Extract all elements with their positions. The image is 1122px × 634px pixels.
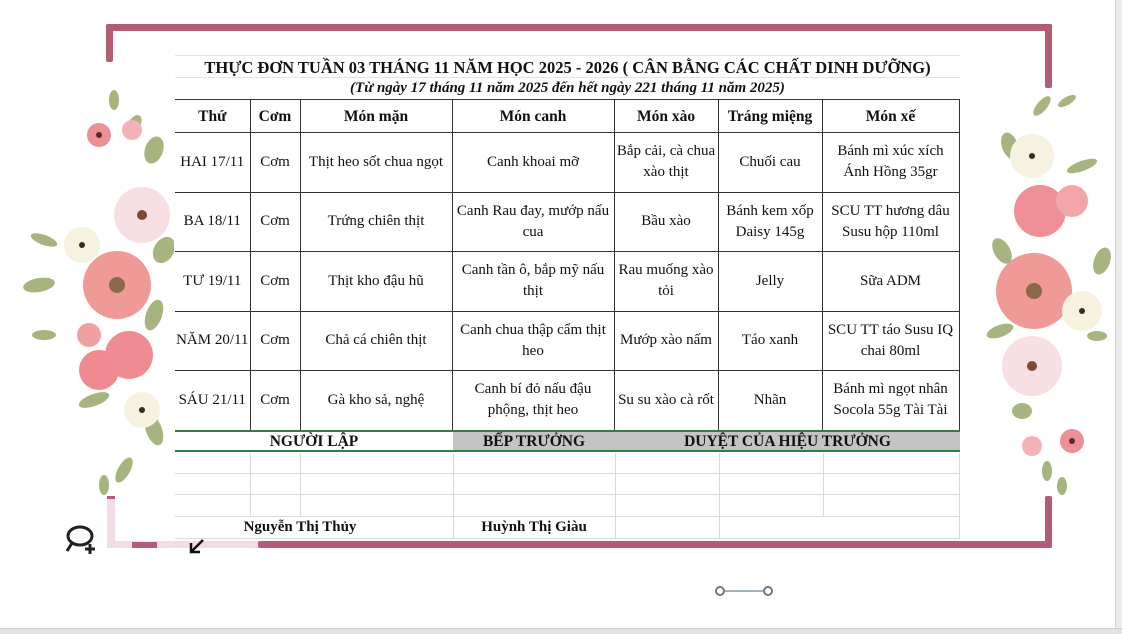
signature-header-row — [175, 430, 960, 452]
column-header-afternoon-snack[interactable]: Món xế — [822, 100, 959, 133]
head-chef-name[interactable]: Huỳnh Thị Giàu — [481, 519, 587, 535]
cell-stir-fry[interactable]: Bầu xào — [614, 192, 718, 252]
cell-main-dish[interactable]: Trứng chiên thịt — [300, 192, 452, 252]
resize-arrow-icon[interactable] — [188, 538, 206, 554]
cell-rice[interactable]: Cơm — [250, 252, 300, 312]
floral-decoration-left — [14, 80, 174, 500]
column-header-dessert[interactable]: Tráng miệng — [718, 100, 822, 133]
table-row — [175, 192, 959, 252]
weekly-menu-table — [175, 99, 960, 431]
bottom-status-edge — [0, 628, 1122, 634]
menu-date-range: (Từ ngày 17 tháng 11 năm 2025 đến hết ngày 221 tháng 11 năm 2025) — [350, 80, 785, 96]
flower-icon — [64, 120, 170, 428]
column-header-soup[interactable]: Món canh — [452, 100, 614, 133]
cell-stir-fry[interactable]: Su su xào cà rốt — [614, 371, 718, 431]
vertical-scrollbar[interactable] — [1115, 0, 1122, 634]
table-row — [175, 133, 959, 193]
gridline — [823, 453, 824, 516]
flower-icon — [996, 134, 1102, 456]
rotate-handle-icon[interactable] — [713, 583, 777, 599]
cell-rice[interactable]: Cơm — [250, 192, 300, 252]
frame-dash-segment — [132, 542, 157, 548]
cell-main-dish[interactable]: Thịt heo sốt chua ngọt — [300, 133, 452, 193]
column-header-main-dish[interactable]: Món mặn — [300, 100, 452, 133]
frame-right-border — [1045, 24, 1052, 88]
frame-bottom-border — [258, 541, 1052, 548]
cell-day[interactable]: NĂM 20/11 — [175, 311, 250, 371]
column-header-rice[interactable]: Cơm — [250, 100, 300, 133]
cell-afternoon-snack[interactable]: Bánh mì ngọt nhân Socola 55g Tài Tài — [822, 371, 959, 431]
table-row — [175, 371, 959, 431]
cell-soup[interactable]: Canh Rau đay, mướp nấu cua — [452, 192, 614, 252]
cell-main-dish[interactable]: Chả cá chiên thịt — [300, 311, 452, 371]
column-header-stir-fry[interactable]: Món xào — [614, 100, 718, 133]
signature-header-preparer[interactable]: NGƯỜI LẬP — [269, 433, 359, 450]
cell-soup[interactable]: Canh tần ô, bắp mỹ nấu thịt — [452, 252, 614, 312]
signature-header-head-chef[interactable]: BẾP TRƯỞNG — [453, 432, 615, 450]
menu-title: THỰC ĐƠN TUẦN 03 THÁNG 11 NĂM HỌC 2025 - 2026 ( CÂN BẰNG CÁC CHẤT DINH DƯỠNG) — [175, 55, 960, 78]
table-header-row — [175, 100, 959, 133]
cell-dessert[interactable]: Jelly — [718, 252, 822, 312]
cell-stir-fry[interactable]: Mướp xào nấm — [614, 311, 718, 371]
cell-soup[interactable]: Canh chua thập cẩm thịt heo — [452, 311, 614, 371]
preparer-name[interactable]: Nguyễn Thị Thủy — [243, 519, 357, 535]
frame-selected-horizontal[interactable] — [107, 541, 267, 548]
cell-stir-fry[interactable]: Bắp cải, cà chua xào thịt — [614, 133, 718, 193]
column-header-day[interactable]: Thứ — [175, 100, 250, 133]
cell-day[interactable]: HAI 17/11 — [175, 133, 250, 193]
cell-rice[interactable]: Cơm — [250, 371, 300, 431]
frame-top-border — [106, 24, 1052, 31]
gridline — [250, 453, 251, 516]
cell-rice[interactable]: Cơm — [250, 311, 300, 371]
frame-left-border — [106, 24, 113, 62]
table-row — [175, 311, 959, 371]
cell-afternoon-snack[interactable]: SCU TT hương dâu Susu hộp 110ml — [822, 192, 959, 252]
cell-dessert[interactable]: Bánh kem xốp Daisy 145g — [718, 192, 822, 252]
cell-day[interactable]: BA 18/11 — [175, 192, 250, 252]
cell-stir-fry[interactable]: Rau muống xào tỏi — [614, 252, 718, 312]
cell-rice[interactable]: Cơm — [250, 133, 300, 193]
cell-afternoon-snack[interactable]: Sữa ADM — [822, 252, 959, 312]
floral-decoration-right — [972, 86, 1112, 501]
signature-header-principal[interactable]: DUYỆT CỦA HIỆU TRƯỞNG — [615, 432, 960, 450]
cell-dessert[interactable]: Chuối cau — [718, 133, 822, 193]
gridline — [300, 453, 301, 516]
signature-names-row — [175, 516, 960, 538]
cell-afternoon-snack[interactable]: SCU TT táo Susu IQ chai 80ml — [822, 311, 959, 371]
cell-afternoon-snack[interactable]: Bánh mì xúc xích Ánh Hồng 35gr — [822, 133, 959, 193]
cell-day[interactable]: TƯ 19/11 — [175, 252, 250, 312]
cell-main-dish[interactable]: Gà kho sả, nghệ — [300, 371, 452, 431]
table-row — [175, 252, 959, 312]
cell-main-dish[interactable]: Thịt kho đậu hũ — [300, 252, 452, 312]
gridline — [175, 494, 960, 495]
cell-soup[interactable]: Canh bí đỏ nấu đậu phộng, thịt heo — [452, 371, 614, 431]
lasso-select-icon[interactable] — [64, 524, 100, 556]
cell-dessert[interactable]: Táo xanh — [718, 311, 822, 371]
gridline — [175, 538, 960, 539]
cell-day[interactable]: SÁU 21/11 — [175, 371, 250, 431]
cell-dessert[interactable]: Nhãn — [718, 371, 822, 431]
cell-soup[interactable]: Canh khoai mỡ — [452, 133, 614, 193]
gridline — [175, 473, 960, 474]
